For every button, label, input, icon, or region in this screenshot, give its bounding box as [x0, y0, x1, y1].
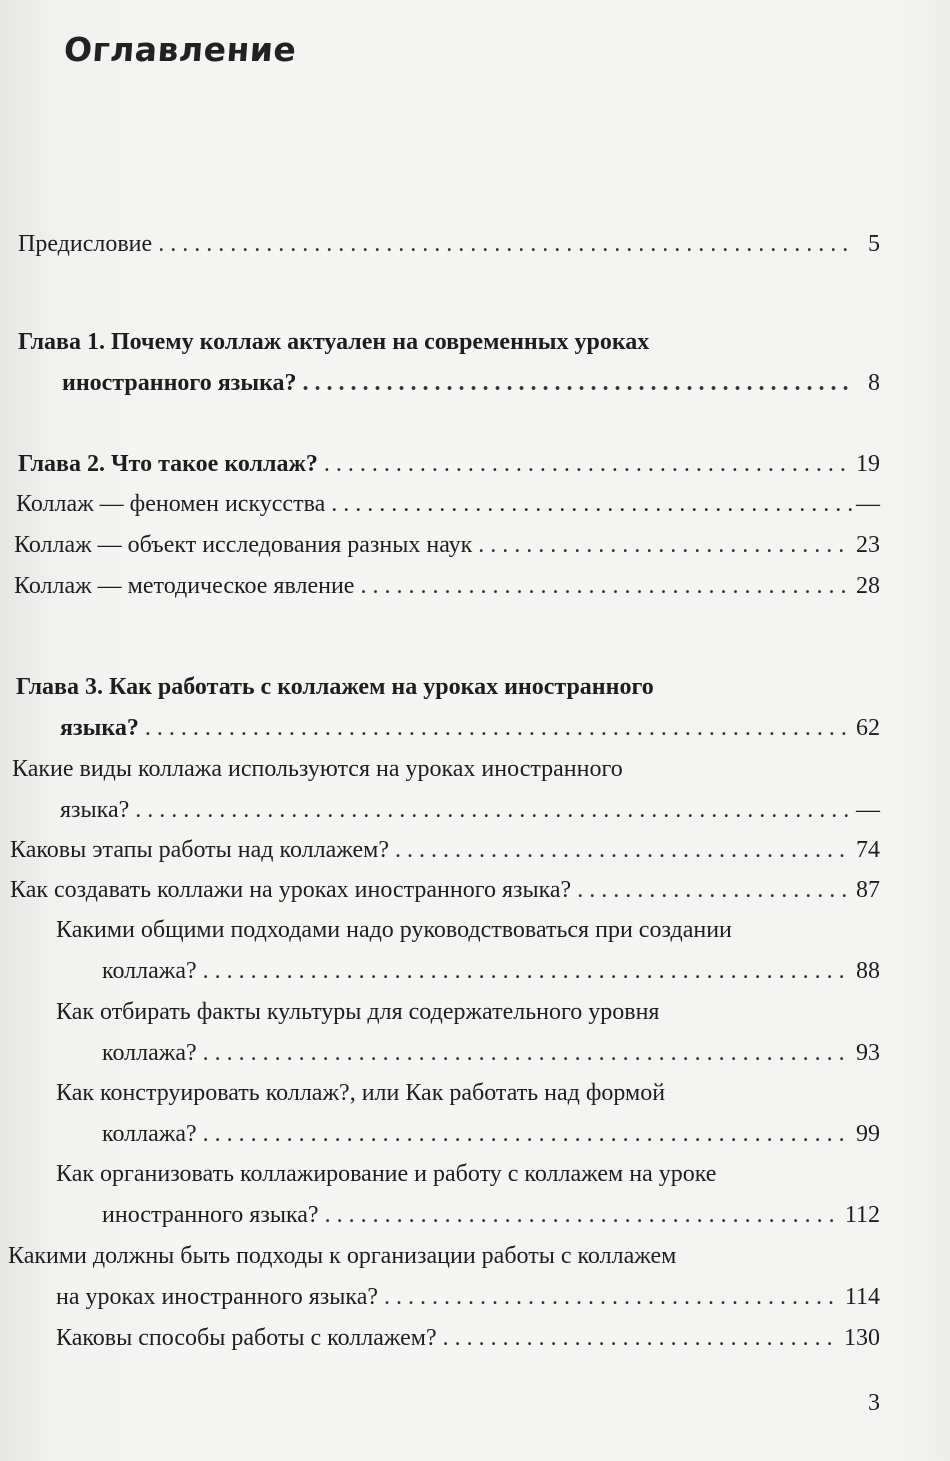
toc-subentry — [102, 959, 880, 983]
toc-entry — [56, 1285, 880, 1309]
toc-chapter-3 — [60, 716, 880, 740]
toc-subentry-line1: Как отбирать факты культуры для содержательного уровня — [56, 999, 660, 1025]
toc-subentry-line1: Как организовать коллажирование и работу с коллажем на уроке — [56, 1161, 717, 1187]
leader-dots — [384, 1285, 841, 1309]
leader-dots — [203, 959, 852, 983]
toc-entry-page: 74 — [856, 837, 880, 863]
toc-entry-page: — — [856, 491, 880, 517]
leader-dots — [395, 838, 852, 862]
leader-dots — [577, 878, 852, 902]
toc-entry-page: 23 — [856, 532, 880, 558]
toc-entry-page: 87 — [856, 877, 880, 903]
toc-entry-page: 28 — [856, 573, 880, 599]
toc-subentry — [102, 1203, 880, 1227]
toc-entry-title: Каковы этапы работы над коллажем? — [10, 837, 389, 863]
toc-subentry — [56, 1326, 880, 1350]
leader-dots — [303, 371, 854, 395]
toc-entry-title: Предисловие — [18, 231, 153, 257]
toc-subentry-line1: Как конструировать коллаж?, или Как работать над формой — [56, 1080, 666, 1106]
toc-entry-line1: Какие виды коллажа используются на уроках иностранного — [12, 756, 623, 782]
toc-entry-title: Как создавать коллажи на уроках иностранного языка? — [10, 877, 572, 903]
toc-entry — [10, 878, 880, 902]
toc-entry — [10, 838, 880, 862]
toc-entry-preface — [18, 232, 880, 256]
toc-entry-title: коллажа? — [102, 958, 197, 984]
toc-subentry — [102, 1041, 880, 1065]
toc-chapter-3-line1: Глава 3. Как работать с коллажем на уроках иностранного — [16, 674, 654, 700]
toc-entry-title: коллажа? — [102, 1121, 197, 1147]
toc-entry-title: на уроках иностранного языка? — [56, 1284, 378, 1310]
leader-dots — [478, 533, 852, 557]
toc-entry-page: 130 — [844, 1325, 880, 1351]
leader-dots — [443, 1326, 840, 1350]
toc-entry-title: Глава 2. Что такое коллаж? — [18, 451, 318, 477]
toc-entry-title: иностранного языка? — [102, 1202, 319, 1228]
toc-entry-line1: Какими должны быть подходы к организации работы с коллажем — [8, 1243, 677, 1269]
toc-entry-title: языка? — [60, 797, 130, 823]
toc-entry-title: коллажа? — [102, 1040, 197, 1066]
leader-dots — [325, 1203, 841, 1227]
toc-entry-page: 112 — [844, 1202, 880, 1228]
toc-entry-page: 19 — [856, 451, 880, 477]
leader-dots — [203, 1041, 852, 1065]
leader-dots — [203, 1122, 852, 1146]
page-title: Оглавление — [62, 30, 298, 69]
toc-entry-page: 8 — [868, 370, 880, 396]
toc-entry-page: 93 — [856, 1040, 880, 1066]
toc-chapter-2 — [18, 452, 880, 476]
leader-dots — [331, 492, 852, 516]
toc-entry-page: — — [856, 797, 880, 823]
toc-entry — [16, 492, 880, 516]
toc-entry-title: языка? — [60, 715, 139, 741]
toc-entry-page: 114 — [844, 1284, 880, 1310]
toc-entry-title: Коллаж — феномен искусства — [16, 491, 326, 517]
toc-entry-page: 62 — [856, 715, 880, 741]
toc-entry-page: 99 — [856, 1121, 880, 1147]
toc-entry-page: 88 — [856, 958, 880, 984]
toc-entry — [14, 533, 880, 557]
toc-entry — [60, 798, 880, 822]
leader-dots — [145, 716, 852, 740]
toc-chapter-1 — [62, 371, 880, 395]
toc-entry-title: Коллаж — объект исследования разных наук — [14, 532, 473, 558]
toc-subentry — [102, 1122, 880, 1146]
toc-subentry-line1: Какими общими подходами надо руководствоваться при создании — [56, 917, 732, 943]
leader-dots — [324, 452, 852, 476]
leader-dots — [158, 232, 854, 256]
toc-entry-title: Каковы способы работы с коллажем? — [56, 1325, 437, 1351]
leader-dots — [135, 798, 852, 822]
toc-chapter-1-line1: Глава 1. Почему коллаж актуален на современных уроках — [18, 329, 650, 355]
toc-entry-title: Коллаж — методическое явление — [14, 573, 355, 599]
leader-dots — [360, 574, 852, 598]
toc-entry-title: иностранного языка? — [62, 370, 297, 396]
toc-entry — [14, 574, 880, 598]
toc-entry-page: 5 — [868, 231, 880, 257]
page-number: 3 — [868, 1390, 880, 1416]
